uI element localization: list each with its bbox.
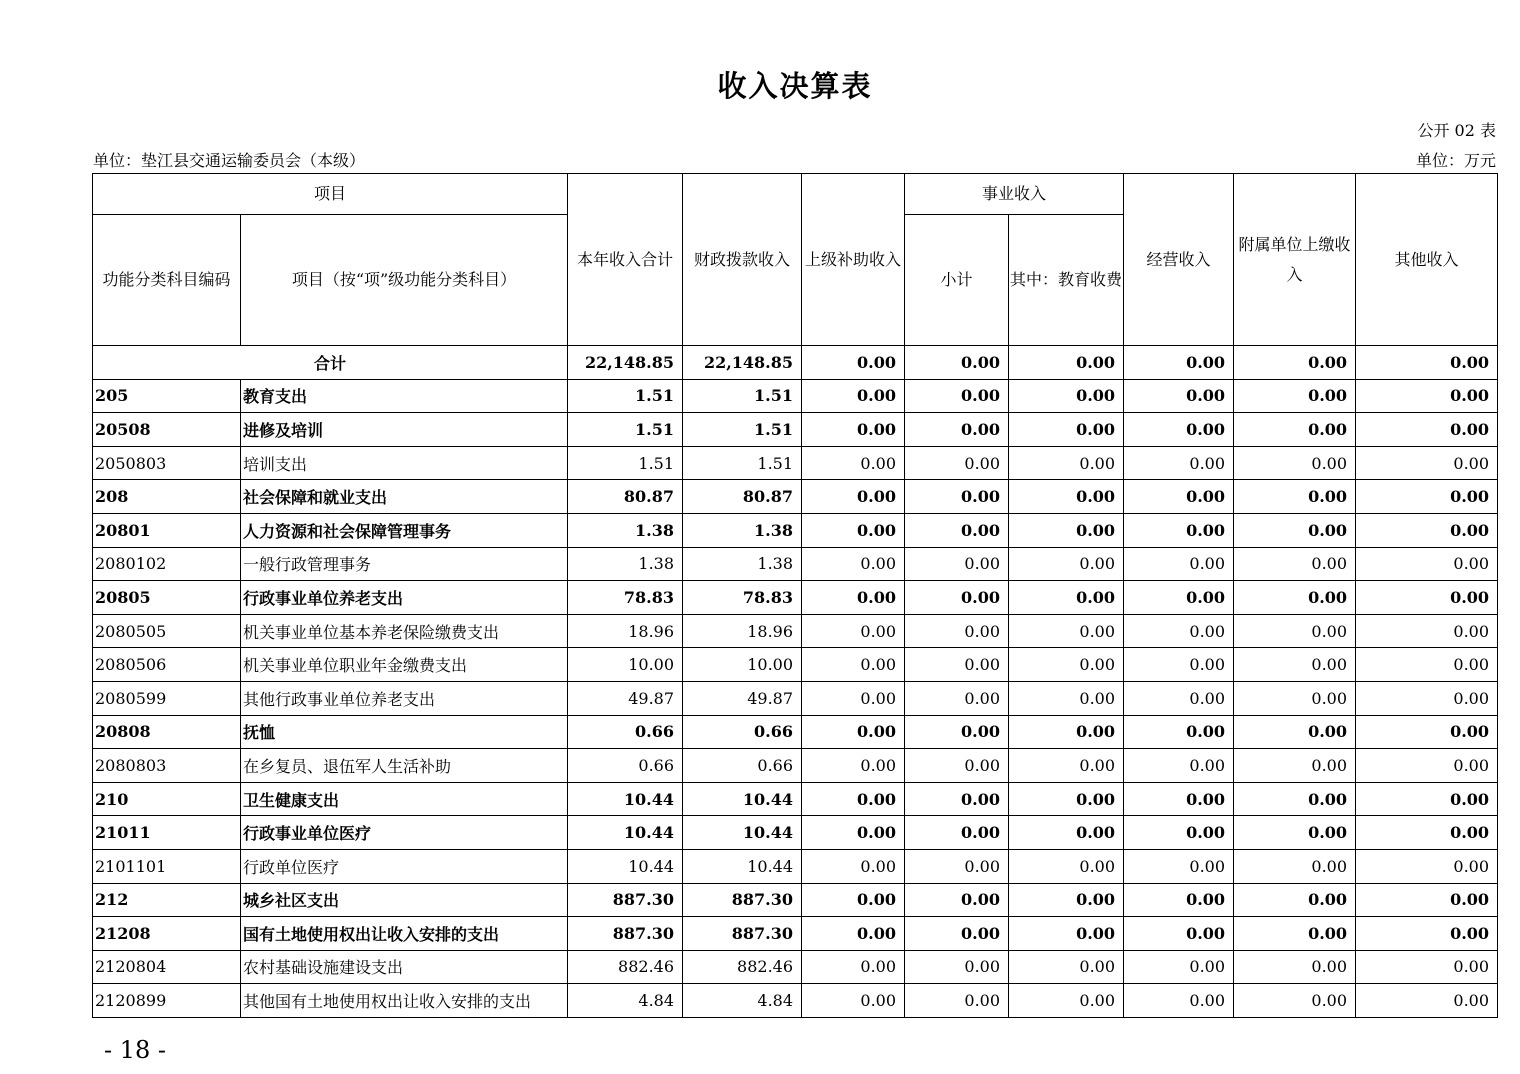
row-value: 0.00 [905, 480, 1009, 514]
row-value: 0.00 [1234, 950, 1356, 984]
table-row [93, 883, 1498, 917]
row-value: 0.00 [1009, 816, 1124, 850]
row-value: 0.00 [802, 816, 905, 850]
total-value: 0.00 [1124, 346, 1234, 380]
row-value: 0.00 [1356, 950, 1498, 984]
row-value: 0.00 [1124, 782, 1234, 816]
row-value: 0.00 [1009, 849, 1124, 883]
row-name: 其他国有土地使用权出让收入安排的支出 [241, 984, 568, 1018]
row-value: 0.00 [905, 581, 1009, 615]
row-value: 0.00 [1234, 782, 1356, 816]
row-value: 1.51 [568, 413, 683, 447]
row-value: 0.00 [1234, 379, 1356, 413]
row-code: 2120804 [93, 950, 241, 984]
row-value: 0.00 [1124, 984, 1234, 1018]
row-value: 78.83 [683, 581, 802, 615]
header-superior: 上级补助收入 [802, 174, 905, 346]
table-row [93, 816, 1498, 850]
row-value: 1.51 [683, 413, 802, 447]
table-row [93, 681, 1498, 715]
row-value: 0.00 [1356, 883, 1498, 917]
row-value: 0.00 [1234, 749, 1356, 783]
row-value: 1.38 [568, 547, 683, 581]
row-value: 0.00 [1356, 749, 1498, 783]
row-value: 0.00 [1009, 782, 1124, 816]
row-code: 20801 [93, 513, 241, 547]
row-value: 0.00 [1124, 547, 1234, 581]
row-code: 2080505 [93, 614, 241, 648]
header-other: 其他收入 [1356, 174, 1498, 346]
row-value: 0.00 [905, 681, 1009, 715]
row-value: 0.00 [905, 950, 1009, 984]
row-code: 208 [93, 480, 241, 514]
row-code: 2080599 [93, 681, 241, 715]
row-value: 4.84 [568, 984, 683, 1018]
row-value: 0.00 [802, 379, 905, 413]
row-value: 0.00 [1356, 547, 1498, 581]
row-value: 0.00 [1234, 917, 1356, 951]
row-value: 0.00 [1234, 849, 1356, 883]
row-value: 0.00 [1356, 413, 1498, 447]
row-value: 0.00 [1124, 446, 1234, 480]
row-value: 0.00 [802, 547, 905, 581]
row-value: 0.00 [802, 581, 905, 615]
row-value: 0.00 [905, 547, 1009, 581]
row-value: 0.00 [1234, 446, 1356, 480]
row-name: 在乡复员、退伍军人生活补助 [241, 749, 568, 783]
row-code: 21208 [93, 917, 241, 951]
row-value: 0.00 [1234, 513, 1356, 547]
table-row [93, 413, 1498, 447]
row-value: 1.38 [683, 513, 802, 547]
header-fiscal: 财政拨款收入 [683, 174, 802, 346]
row-value: 10.44 [683, 816, 802, 850]
row-value: 78.83 [568, 581, 683, 615]
table-row [93, 648, 1498, 682]
total-value: 22,148.85 [568, 346, 683, 380]
row-value: 0.00 [1009, 749, 1124, 783]
row-value: 0.00 [802, 648, 905, 682]
row-value: 49.87 [683, 681, 802, 715]
table-row [93, 849, 1498, 883]
table-row [93, 480, 1498, 514]
row-value: 882.46 [568, 950, 683, 984]
row-value: 0.00 [1009, 446, 1124, 480]
total-row [93, 346, 1498, 380]
row-value: 0.00 [1009, 984, 1124, 1018]
row-value: 0.00 [802, 715, 905, 749]
row-value: 0.00 [1009, 379, 1124, 413]
row-value: 0.00 [802, 782, 905, 816]
table-row [93, 446, 1498, 480]
total-value: 0.00 [1234, 346, 1356, 380]
row-value: 10.44 [568, 782, 683, 816]
total-value: 0.00 [905, 346, 1009, 380]
row-value: 10.44 [683, 849, 802, 883]
row-value: 887.30 [683, 917, 802, 951]
table-row [93, 379, 1498, 413]
row-value: 10.00 [683, 648, 802, 682]
row-value: 10.44 [568, 816, 683, 850]
row-value: 0.00 [1356, 849, 1498, 883]
row-name: 培训支出 [241, 446, 568, 480]
header-project: 项目 [93, 174, 568, 215]
row-name: 行政单位医疗 [241, 849, 568, 883]
row-value: 0.00 [802, 984, 905, 1018]
total-label: 合计 [93, 346, 568, 380]
row-value: 0.00 [802, 883, 905, 917]
row-value: 0.00 [1124, 883, 1234, 917]
row-value: 18.96 [568, 614, 683, 648]
table-row [93, 513, 1498, 547]
row-value: 1.51 [568, 379, 683, 413]
row-value: 0.00 [905, 413, 1009, 447]
row-value: 0.00 [1009, 950, 1124, 984]
row-code: 20805 [93, 581, 241, 615]
row-value: 0.00 [1124, 715, 1234, 749]
row-value: 0.00 [1124, 513, 1234, 547]
row-value: 0.00 [905, 849, 1009, 883]
row-value: 0.00 [1356, 681, 1498, 715]
row-value: 80.87 [683, 480, 802, 514]
row-name: 一般行政管理事务 [241, 547, 568, 581]
table-row [93, 984, 1498, 1018]
header-education-fee: 其中：教育收费 [1009, 215, 1124, 346]
row-value: 0.00 [1124, 581, 1234, 615]
header-business-income: 事业收入 [905, 174, 1124, 215]
row-code: 2080506 [93, 648, 241, 682]
row-name: 进修及培训 [241, 413, 568, 447]
row-value: 0.00 [1356, 648, 1498, 682]
row-value: 0.00 [905, 816, 1009, 850]
row-value: 0.00 [905, 379, 1009, 413]
row-value: 0.00 [1234, 547, 1356, 581]
row-value: 49.87 [568, 681, 683, 715]
row-value: 0.00 [1356, 816, 1498, 850]
row-code: 20808 [93, 715, 241, 749]
row-value: 0.00 [905, 446, 1009, 480]
row-value: 0.00 [1124, 648, 1234, 682]
row-value: 0.00 [1124, 413, 1234, 447]
row-value: 0.00 [1356, 581, 1498, 615]
row-value: 0.00 [1234, 883, 1356, 917]
row-value: 0.00 [1124, 849, 1234, 883]
row-value: 0.00 [1124, 379, 1234, 413]
row-value: 0.00 [905, 715, 1009, 749]
row-value: 80.87 [568, 480, 683, 514]
row-value: 0.00 [905, 648, 1009, 682]
row-value: 1.38 [683, 547, 802, 581]
row-value: 0.66 [683, 715, 802, 749]
row-name: 教育支出 [241, 379, 568, 413]
row-value: 0.00 [1234, 816, 1356, 850]
row-value: 0.00 [802, 446, 905, 480]
row-value: 0.00 [1356, 917, 1498, 951]
row-value: 0.00 [802, 614, 905, 648]
row-value: 0.66 [683, 749, 802, 783]
row-value: 0.00 [802, 480, 905, 514]
row-value: 1.51 [568, 446, 683, 480]
row-value: 0.00 [1356, 782, 1498, 816]
header-code: 功能分类科目编码 [93, 215, 241, 346]
row-value: 0.00 [1234, 614, 1356, 648]
row-value: 0.00 [1009, 715, 1124, 749]
row-value: 887.30 [568, 917, 683, 951]
row-value: 0.00 [1009, 413, 1124, 447]
row-name: 抚恤 [241, 715, 568, 749]
row-value: 0.66 [568, 749, 683, 783]
row-name: 社会保障和就业支出 [241, 480, 568, 514]
row-value: 0.00 [1356, 984, 1498, 1018]
table-row [93, 782, 1498, 816]
row-value: 0.00 [905, 883, 1009, 917]
row-value: 0.00 [802, 681, 905, 715]
row-value: 0.00 [1234, 681, 1356, 715]
row-value: 0.00 [802, 950, 905, 984]
row-value: 0.00 [905, 984, 1009, 1018]
row-value: 0.00 [802, 513, 905, 547]
page-number: - 18 - [104, 1036, 167, 1064]
table-row [93, 614, 1498, 648]
row-code: 2050803 [93, 446, 241, 480]
row-value: 0.00 [1356, 480, 1498, 514]
row-value: 0.00 [802, 413, 905, 447]
row-value: 10.00 [568, 648, 683, 682]
row-name: 人力资源和社会保障管理事务 [241, 513, 568, 547]
row-value: 882.46 [683, 950, 802, 984]
page-title: 收入决算表 [717, 69, 873, 103]
row-value: 0.00 [802, 917, 905, 951]
row-value: 0.00 [1234, 648, 1356, 682]
row-value: 0.00 [905, 749, 1009, 783]
header-affiliate: 附属单位上缴收入 [1234, 174, 1356, 346]
row-name: 行政事业单位养老支出 [241, 581, 568, 615]
row-value: 0.00 [1009, 917, 1124, 951]
row-value: 0.00 [1009, 648, 1124, 682]
header-name: 项目（按“项”级功能分类科目） [241, 215, 568, 346]
row-name: 机关事业单位职业年金缴费支出 [241, 648, 568, 682]
table-row [93, 547, 1498, 581]
currency-unit: 单位：万元 [1415, 151, 1496, 170]
row-name: 其他行政事业单位养老支出 [241, 681, 568, 715]
row-value: 0.00 [905, 782, 1009, 816]
row-value: 0.00 [1009, 681, 1124, 715]
row-code: 2080102 [93, 547, 241, 581]
row-value: 0.00 [1234, 984, 1356, 1018]
row-value: 0.00 [1234, 480, 1356, 514]
row-value: 0.00 [1356, 446, 1498, 480]
row-name: 机关事业单位基本养老保险缴费支出 [241, 614, 568, 648]
table-row [93, 749, 1498, 783]
row-value: 1.51 [683, 446, 802, 480]
row-value: 0.00 [1124, 917, 1234, 951]
row-value: 0.00 [1234, 715, 1356, 749]
row-value: 0.00 [1124, 681, 1234, 715]
total-value: 0.00 [802, 346, 905, 380]
row-code: 2120899 [93, 984, 241, 1018]
row-code: 2080803 [93, 749, 241, 783]
row-code: 20508 [93, 413, 241, 447]
row-value: 4.84 [683, 984, 802, 1018]
row-value: 0.00 [1124, 950, 1234, 984]
row-value: 0.00 [1124, 749, 1234, 783]
income-table [92, 173, 1498, 1018]
row-value: 1.38 [568, 513, 683, 547]
table-row [93, 581, 1498, 615]
form-number: 公开 02 表 [1417, 121, 1496, 140]
header-subtotal: 小计 [905, 215, 1009, 346]
row-value: 1.51 [683, 379, 802, 413]
table-row [93, 950, 1498, 984]
table-row [93, 917, 1498, 951]
header-operating: 经营收入 [1124, 174, 1234, 346]
row-code: 2101101 [93, 849, 241, 883]
row-value: 887.30 [683, 883, 802, 917]
row-name: 城乡社区支出 [241, 883, 568, 917]
row-value: 0.00 [802, 849, 905, 883]
row-value: 0.00 [1124, 480, 1234, 514]
row-value: 10.44 [683, 782, 802, 816]
row-value: 0.00 [905, 513, 1009, 547]
row-value: 0.00 [1124, 614, 1234, 648]
row-value: 0.00 [1009, 480, 1124, 514]
row-code: 212 [93, 883, 241, 917]
table-row [93, 715, 1498, 749]
total-value: 0.00 [1009, 346, 1124, 380]
row-value: 0.00 [1009, 513, 1124, 547]
row-value: 0.00 [905, 614, 1009, 648]
row-value: 0.00 [1234, 413, 1356, 447]
row-value: 0.00 [802, 749, 905, 783]
row-value: 0.00 [1356, 513, 1498, 547]
row-value: 0.00 [1356, 715, 1498, 749]
row-value: 0.00 [1356, 379, 1498, 413]
row-value: 0.00 [1009, 883, 1124, 917]
total-value: 0.00 [1356, 346, 1498, 380]
header-total: 本年收入合计 [568, 174, 683, 346]
row-value: 0.66 [568, 715, 683, 749]
row-value: 0.00 [1009, 581, 1124, 615]
row-name: 卫生健康支出 [241, 782, 568, 816]
row-code: 210 [93, 782, 241, 816]
total-value: 22,148.85 [683, 346, 802, 380]
row-name: 行政事业单位医疗 [241, 816, 568, 850]
row-value: 0.00 [1009, 547, 1124, 581]
row-code: 21011 [93, 816, 241, 850]
row-name: 农村基础设施建设支出 [241, 950, 568, 984]
row-value: 0.00 [905, 917, 1009, 951]
row-name: 国有土地使用权出让收入安排的支出 [241, 917, 568, 951]
row-value: 18.96 [683, 614, 802, 648]
row-value: 887.30 [568, 883, 683, 917]
row-value: 0.00 [1009, 614, 1124, 648]
row-value: 0.00 [1234, 581, 1356, 615]
row-value: 0.00 [1124, 816, 1234, 850]
reporting-unit: 单位：垫江县交通运输委员会（本级） [93, 151, 366, 170]
row-code: 205 [93, 379, 241, 413]
row-value: 10.44 [568, 849, 683, 883]
row-value: 0.00 [1356, 614, 1498, 648]
